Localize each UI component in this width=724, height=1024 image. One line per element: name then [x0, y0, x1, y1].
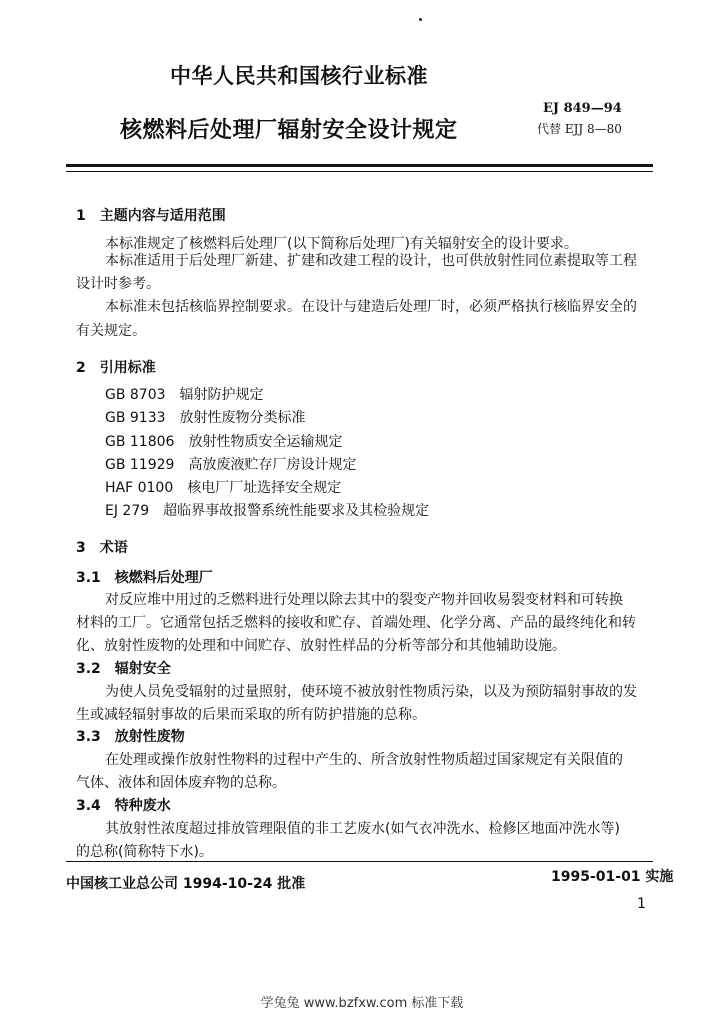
reference-item: EJ 279 超临界事故报警系统性能要求及其检验规定	[105, 503, 430, 519]
section-1-para-3-line-1: 本标准未包括核临界控制要求。在设计与建造后处理厂时，必须严格执行核临界安全的	[105, 299, 637, 315]
standard-code: EJ 849—94	[543, 101, 622, 116]
section-1-para-2-line-1: 本标准适用于后处理厂新建、扩建和改建工程的设计，也可供放射性同位素提取等工程	[105, 253, 637, 269]
approval-line: 中国核工业总公司 1994-10-24 批准	[66, 876, 306, 892]
scan-speck	[419, 18, 422, 21]
watermark-text: 学兔兔 www.bzfxw.com 标准下载	[260, 996, 464, 1011]
term-3-3-line-1: 在处理或操作放射性物料的过程中产生的、所含放射性物质超过国家规定有关限值的	[105, 752, 623, 768]
reference-item: GB 9133 放射性废物分类标准	[105, 410, 306, 426]
term-3-4-line-1: 其放射性浓度超过排放管理限值的非工艺废水(如气衣冲洗水、检修区地面冲洗水等)	[105, 821, 620, 837]
standard-title: 核燃料后处理厂辐射安全设计规定	[120, 118, 458, 143]
term-3-1-line-3: 化、放射性废物的处理和中间贮存、放射性样品的分析等部分和其他辅助设施。	[76, 638, 566, 654]
reference-item: GB 11806 放射性物质安全运输规定	[105, 434, 343, 450]
section-3-title: 3 术语	[76, 540, 128, 556]
page-number: 1	[637, 896, 646, 912]
header-rule-thick	[66, 164, 653, 167]
header-rule-thin	[66, 171, 653, 172]
term-3-4-line-2: 的总称(简称特下水)。	[76, 844, 213, 860]
term-3-1-line-2: 材料的工厂。它通常包括乏燃料的接收和贮存、首端处理、化学分离、产品的最终纯化和转	[76, 615, 636, 631]
reference-item: GB 11929 高放废液贮存厂房设计规定	[105, 457, 357, 473]
term-3-4-title: 3.4 特种废水	[76, 798, 171, 814]
term-3-2-line-2: 生或减轻辐射事故的后果而采取的所有防护措施的总称。	[76, 707, 426, 723]
term-3-2-title: 3.2 辐射安全	[76, 661, 171, 677]
term-3-1-title: 3.1 核燃料后处理厂	[76, 570, 213, 586]
section-1-para-1: 本标准规定了核燃料后处理厂(以下简称后处理厂)有关辐射安全的设计要求。	[105, 236, 578, 252]
issuing-authority: 中华人民共和国核行业标准	[170, 64, 428, 88]
section-1-title: 1 主题内容与适用范围	[76, 208, 226, 224]
section-1-para-2-line-2: 设计时参考。	[76, 276, 160, 292]
reference-item: GB 8703 辐射防护规定	[105, 387, 264, 403]
section-2-title: 2 引用标准	[76, 360, 156, 376]
term-3-2-line-1: 为使人员免受辐射的过量照射，使环境不被放射性物质污染，以及为预防辐射事故的发	[105, 684, 637, 700]
effective-date: 1995-01-01 实施	[551, 869, 674, 885]
section-1-para-3-line-2: 有关规定。	[76, 323, 146, 339]
term-3-1-line-1: 对反应堆中用过的乏燃料进行处理以除去其中的裂变产物并回收易裂变材料和可转换	[105, 592, 623, 608]
term-3-3-line-2: 气体、液体和固体废弃物的总称。	[76, 775, 286, 791]
reference-item: HAF 0100 核电厂厂址选择安全规定	[105, 480, 342, 496]
term-3-3-title: 3.3 放射性废物	[76, 729, 185, 745]
replaces-standard: 代替 EJJ 8—80	[537, 122, 622, 136]
footer-rule	[66, 861, 653, 862]
